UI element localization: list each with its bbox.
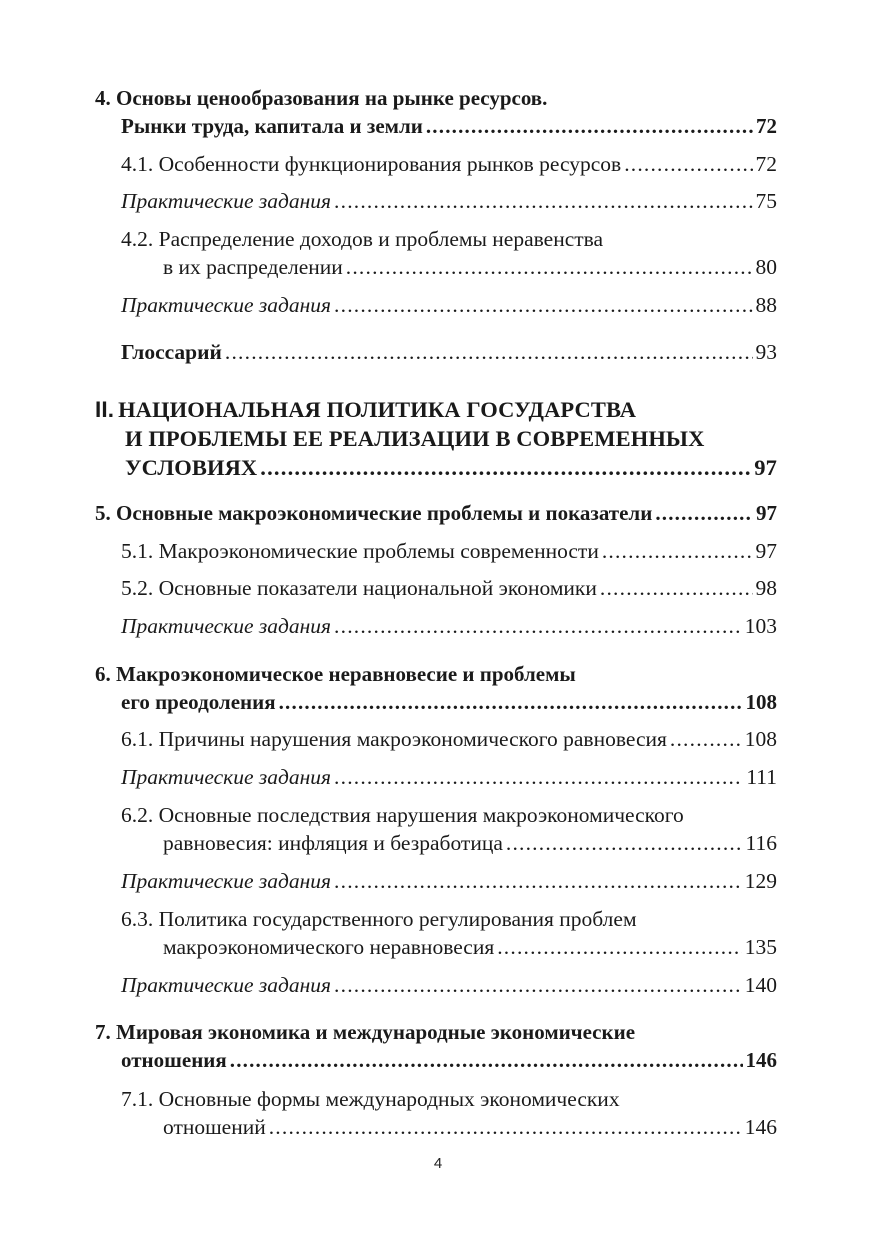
- toc-part-2-title-line2: [125, 425, 704, 453]
- page-ref: 80: [755, 255, 777, 279]
- dot-leader: [426, 112, 753, 140]
- entry-title: его преодоления: [121, 690, 276, 714]
- entry-title: Практические задания: [121, 973, 332, 997]
- entry-title: 4.2. Распределение доходов и проблемы неравенства: [121, 227, 604, 251]
- dot-leader: [334, 763, 743, 791]
- toc-section-5-2: [121, 574, 777, 602]
- dot-leader: [230, 1046, 743, 1074]
- dot-leader: [269, 1113, 742, 1141]
- page-number: 4: [433, 1155, 443, 1172]
- toc-chapter-7-title-line2: [121, 1046, 777, 1074]
- page-ref: 97: [756, 501, 777, 525]
- entry-title: 7. Мировая экономика и международные экономические: [95, 1020, 636, 1044]
- entry-title: отношения: [121, 1048, 227, 1072]
- page-ref: 75: [755, 189, 777, 213]
- toc-section-6-2-line1: [121, 801, 684, 829]
- entry-title: Практические задания: [121, 869, 332, 893]
- toc-section-7-1-line1: [121, 1085, 620, 1113]
- entry-title: 5. Основные макроэкономические проблемы и показатели: [95, 501, 653, 525]
- toc-practice-4-b: [121, 291, 777, 319]
- toc-section-6-2-line2: [163, 829, 777, 857]
- entry-title: НАЦИОНАЛЬНАЯ ПОЛИТИКА ГОСУДАРСТВА: [118, 397, 637, 422]
- page-ref: 108: [744, 727, 777, 751]
- toc-practice-5: [121, 612, 777, 640]
- toc-part-2-title-line1: [95, 396, 636, 424]
- entry-title: 6.1. Причины нарушения макроэкономического равновесия: [121, 727, 667, 751]
- dot-leader: [506, 829, 743, 857]
- entry-title: И ПРОБЛЕМЫ ЕЕ РЕАЛИЗАЦИИ В СОВРЕМЕННЫХ: [125, 426, 705, 451]
- dot-leader: [497, 933, 742, 961]
- toc-section-6-3-line1: [121, 905, 637, 933]
- entry-title: отношений: [163, 1115, 266, 1139]
- page-ref: 98: [755, 576, 777, 600]
- dot-leader: [260, 454, 751, 482]
- page-ref: 111: [746, 765, 777, 789]
- dot-leader: [334, 187, 752, 215]
- toc-chapter-6-title-line1: [95, 660, 576, 688]
- page-ref: 146: [744, 1115, 777, 1139]
- entry-title: 7.1. Основные формы международных экономических: [121, 1087, 620, 1111]
- entry-title: 6. Макроэкономическое неравновесие и проблемы: [95, 662, 576, 686]
- dot-leader: [346, 253, 753, 281]
- entry-title: в их распределении: [163, 255, 343, 279]
- toc-practice-6-a: [121, 763, 777, 791]
- toc-chapter-7-title-line1: [95, 1018, 635, 1046]
- dot-leader: [334, 971, 742, 999]
- toc-practice-6-c: [121, 971, 777, 999]
- toc-section-4-2-line2: [163, 253, 777, 281]
- toc-glossary: [121, 338, 777, 366]
- toc-section-5-1: [121, 537, 777, 565]
- page-ref: 72: [755, 152, 777, 176]
- page-ref: 116: [745, 831, 777, 855]
- entry-title: 6.2. Основные последствия нарушения макроэкономического: [121, 803, 684, 827]
- entry-title: макроэкономического неравновесия: [163, 935, 495, 959]
- dot-leader: [655, 499, 753, 527]
- toc-practice-4-a: [121, 187, 777, 215]
- page-ref: 129: [744, 869, 777, 893]
- entry-title: Практические задания: [121, 293, 332, 317]
- entry-title: 4. Основы ценообразования на рынке ресурсов.: [95, 86, 548, 110]
- page-ref: 135: [744, 935, 777, 959]
- page-ref: 140: [744, 973, 777, 997]
- entry-title: равновесия: инфляция и безработица: [163, 831, 503, 855]
- toc-chapter-4-title-line2: [121, 112, 777, 140]
- entry-title: 4.1. Особенности функционирования рынков ресурсов: [121, 152, 622, 176]
- entry-title: Практические задания: [121, 189, 332, 213]
- toc-section-7-1-line2: [163, 1113, 777, 1141]
- dot-leader: [334, 612, 742, 640]
- toc-chapter-5-title: [95, 499, 777, 527]
- dot-leader: [334, 291, 752, 319]
- dot-leader: [600, 574, 753, 602]
- toc-chapter-4-title-line1: [95, 84, 547, 112]
- entry-title: УСЛОВИЯХ: [125, 455, 258, 480]
- toc-section-6-3-line2: [163, 933, 777, 961]
- entry-title: Глоссарий: [121, 340, 222, 364]
- entry-title: Практические задания: [121, 765, 332, 789]
- toc-section-4-2-line1: [121, 225, 603, 253]
- dot-leader: [670, 725, 742, 753]
- toc-chapter-6-title-line2: [121, 688, 777, 716]
- page-ref: 146: [745, 1048, 777, 1072]
- entry-title: Практические задания: [121, 614, 332, 638]
- entry-title: Рынки труда, капитала и земли: [121, 114, 423, 138]
- page-ref: 97: [755, 539, 777, 563]
- entry-title: 6.3. Политика государственного регулирования проблем: [121, 907, 637, 931]
- dot-leader: [602, 537, 753, 565]
- dot-leader: [225, 338, 753, 366]
- toc-part-2-title-line3: [125, 454, 777, 482]
- page-ref: 108: [745, 690, 777, 714]
- dot-leader: [624, 150, 752, 178]
- page-ref: 93: [755, 340, 777, 364]
- entry-title: 5.1. Макроэкономические проблемы современности: [121, 539, 599, 563]
- dot-leader: [279, 688, 743, 716]
- dot-leader: [334, 867, 742, 895]
- page-ref: 103: [744, 614, 777, 638]
- entry-title: 5.2. Основные показатели национальной экономики: [121, 576, 597, 600]
- part-numeral: II.: [95, 397, 115, 422]
- page-ref: 72: [756, 114, 777, 138]
- toc-practice-6-b: [121, 867, 777, 895]
- page-ref: 88: [755, 293, 777, 317]
- toc-section-4-1: [121, 150, 777, 178]
- page-ref: 97: [754, 455, 777, 480]
- toc-section-6-1: [121, 725, 777, 753]
